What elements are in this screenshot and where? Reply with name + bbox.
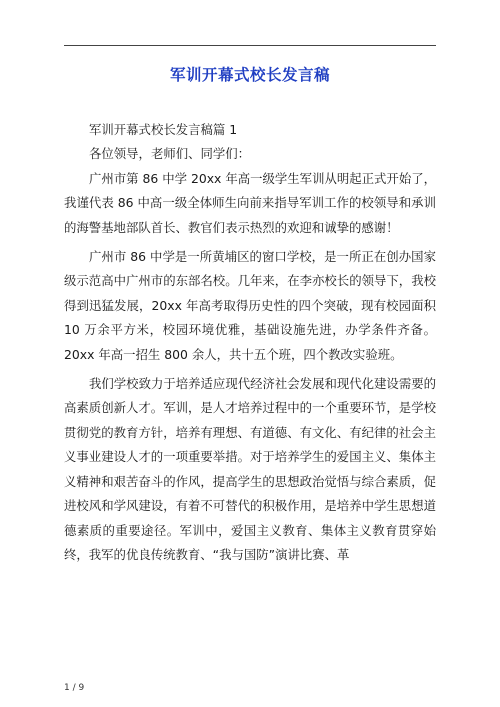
salutation: 各位领导，老师们、同学们： — [89, 146, 251, 162]
section-heading: 军训开幕式校长发言稿篇 1 — [89, 122, 238, 137]
document-body — [64, 118, 436, 567]
paragraph: 我们学校致力于培养适应现代经济社会发展和现代化建设需要的高素质创新人才。军训，是人才培养过程中的一个重要环节，是学校贯彻党的教育方针，培养有理想、有道德、有文化、有纪律的社会主义事业建设人才的一项重要举措。对于培养学生的爱国主义、集体主义精神和艰苦奋斗的作风，提高学生的思想政治觉悟与综合素质，促进校风和学风建设，有着不可替代的积极作用，是培养中学生思想道德素质的重要途径。军训中，爱国主义教育、集体主义教育贯穿始终，我军的优良传统教育、“我与国防”演讲比赛、革 — [64, 376, 436, 562]
page-number: 1 / 9 — [64, 683, 85, 693]
header-rule — [64, 45, 436, 46]
paragraph: 广州市第 86 中学 20xx 年高一级学生军训从明起正式开始了，我谨代表 86 中高一级全体师生向前来指导军训工作的校领导和承训的海警基地部队首长、教官们表示热烈的欢迎和诚挚的感谢！ — [64, 170, 436, 235]
paragraph: 广州市 86 中学是一所黄埔区的窗口学校，是一所正在创办国家级示范高中广州市的东部名校。几年来，在李亦校长的领导下，我校得到迅猛发展，20xx 年高考取得历史性的四个突破，现有校园面积 10 万余平方米，校园环境优雅，基础设施先进，办学条件齐备。20xx 年高一招生 800 余人，共十五个班，四个教改实验班。 — [64, 249, 436, 362]
document-title: 军训开幕式校长发言稿 — [169, 66, 330, 84]
